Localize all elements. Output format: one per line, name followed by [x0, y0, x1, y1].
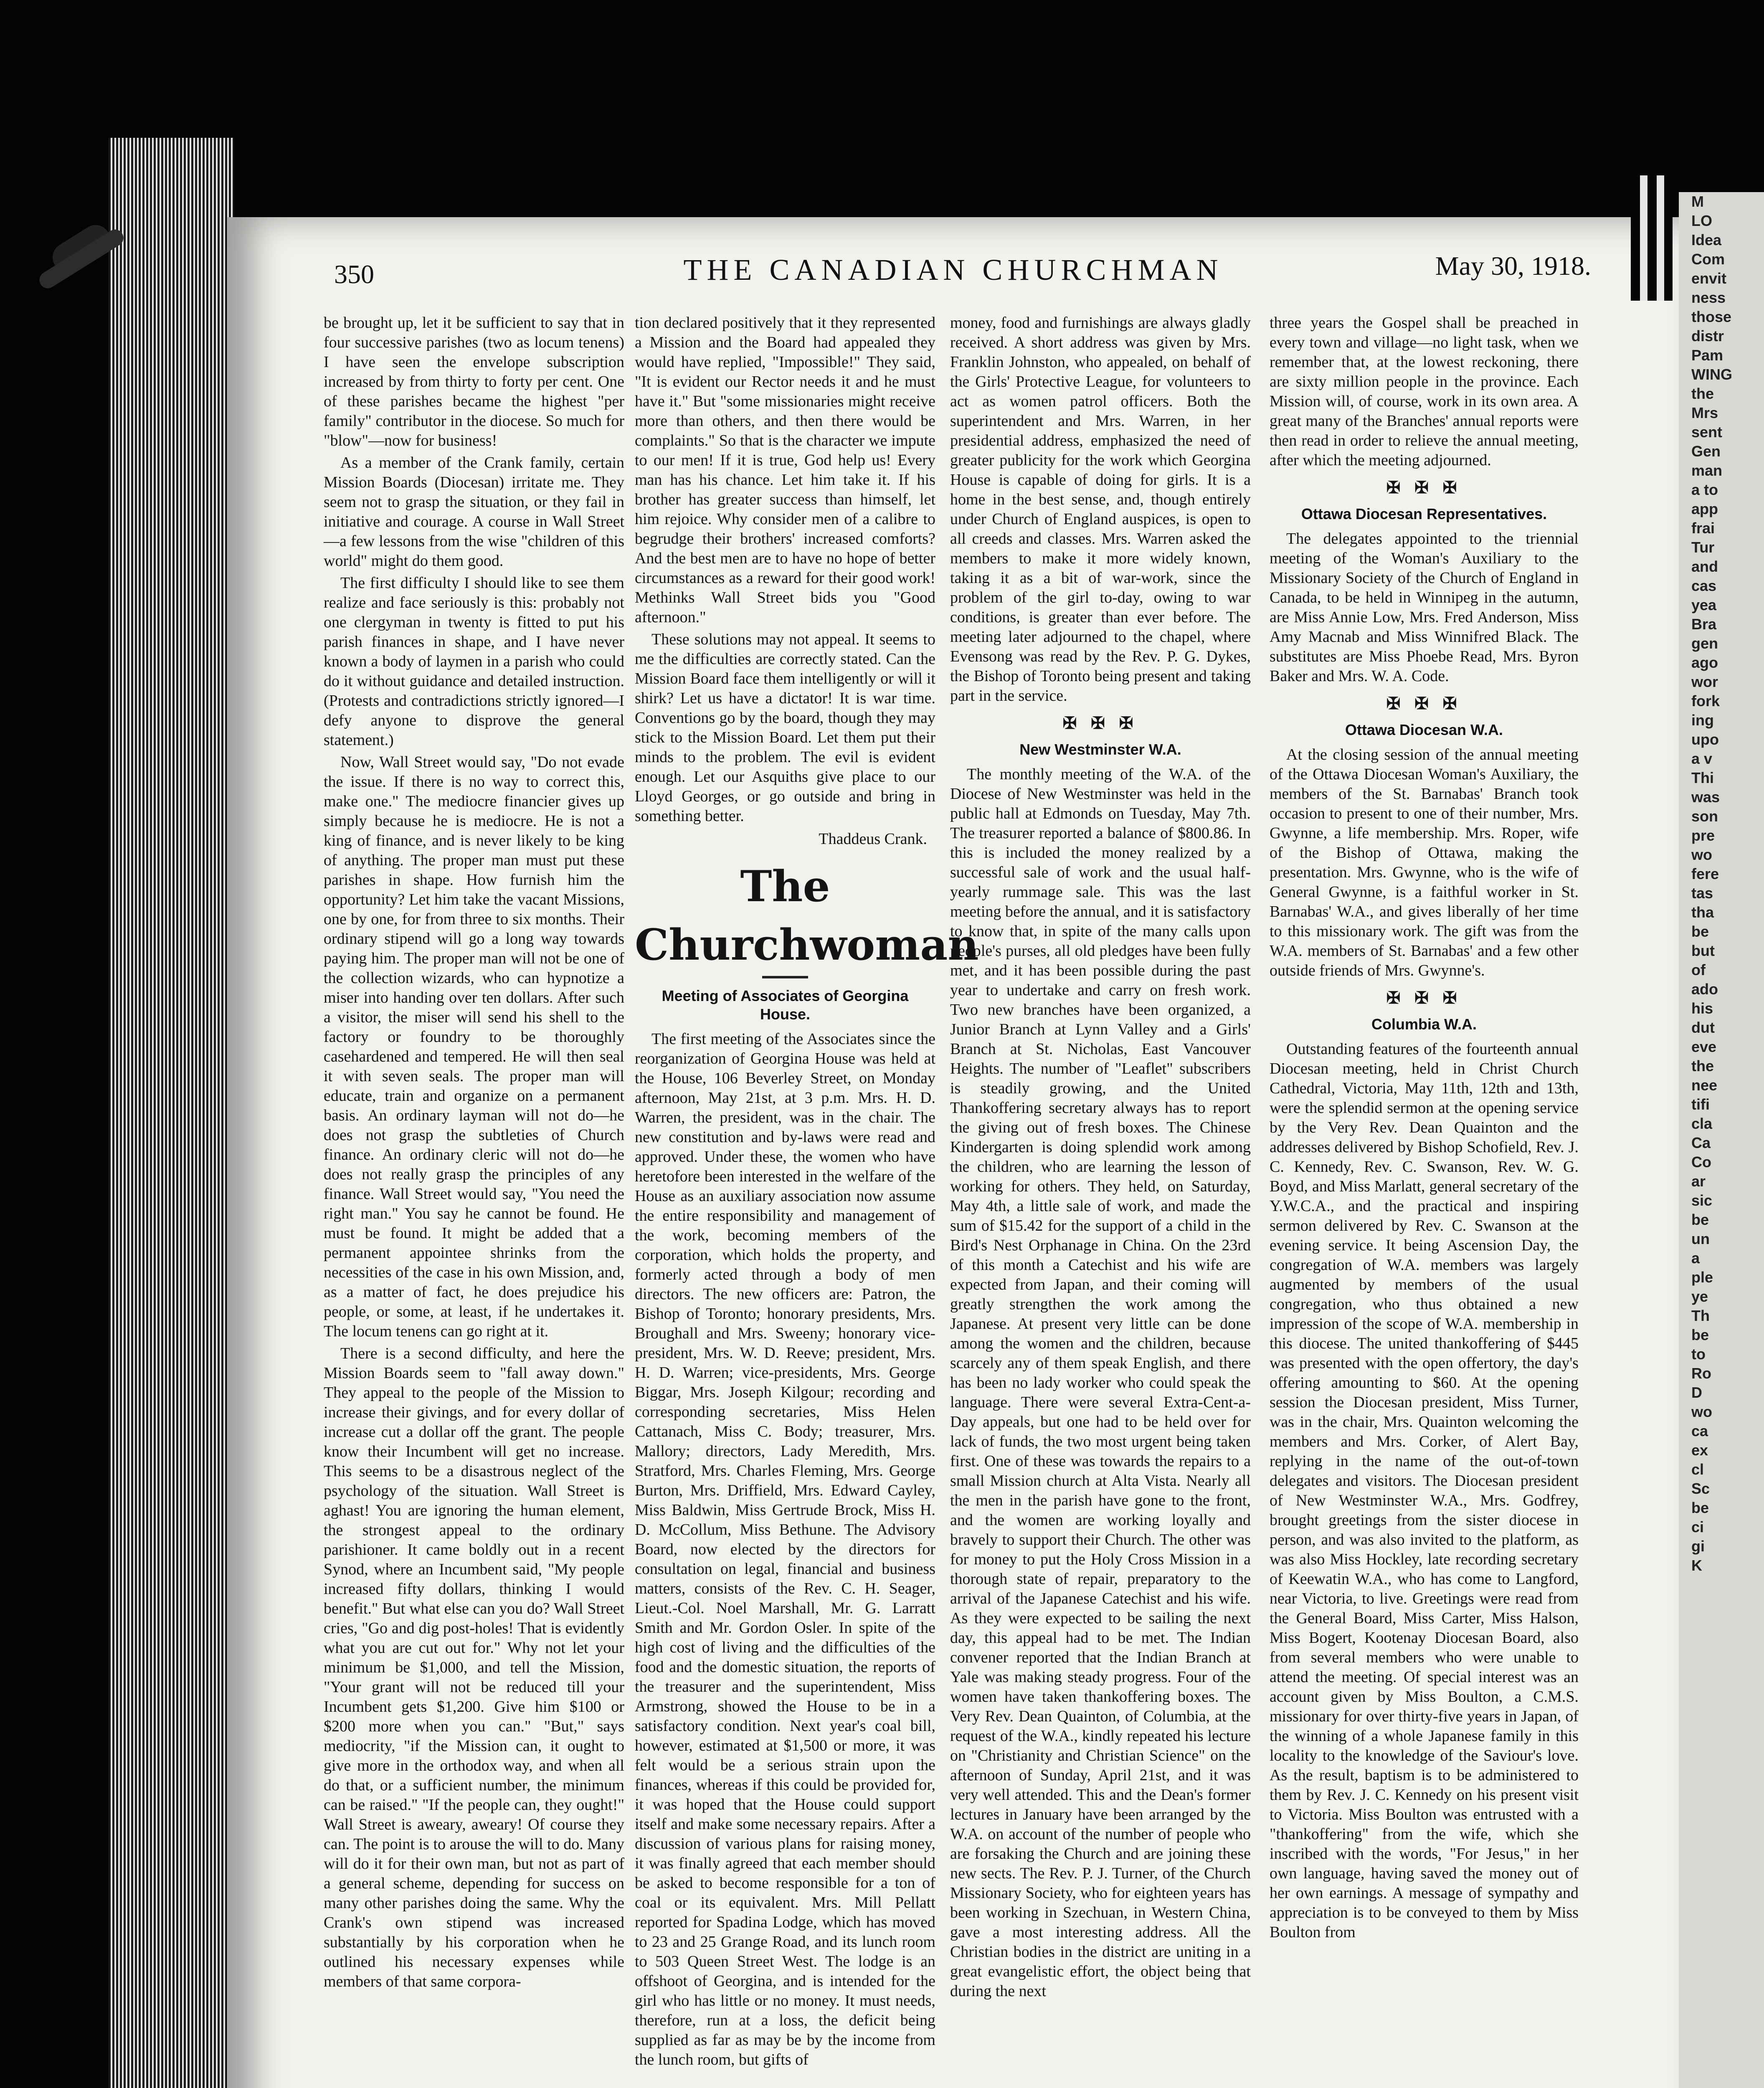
next-page-fragment: man: [1691, 462, 1723, 479]
next-page-fragment: D: [1691, 1384, 1702, 1401]
column-2: [635, 313, 979, 2088]
next-page-fragment: wor: [1691, 673, 1718, 690]
next-page-fragment: cla: [1691, 1115, 1713, 1132]
next-page-fragment: ago: [1691, 654, 1718, 671]
next-page-fragment: to: [1691, 1346, 1706, 1363]
article-heading: Ottawa Diocesan W.A.: [1345, 721, 1503, 738]
section-title: The Churchwoman: [635, 862, 979, 970]
paragraph: be brought up, let it be sufficient to say that in four successive parishes (two as locum tenens) I have seen the envelope subscription increased by from thirty to forty per cent. One of these parishes became the highest "per family" contributor in the diocese. So much for "blow"—now for business!: [324, 314, 624, 449]
next-page-fragment: ye: [1691, 1288, 1708, 1305]
page-edge-stack: [109, 138, 234, 2088]
newspaper-page: [228, 217, 1679, 2088]
next-page-fragment: Idea: [1691, 231, 1722, 248]
next-page-fragment: be: [1691, 1499, 1709, 1516]
paragraph: The delegates appointed to the triennial meeting of the Woman's Auxiliary to the Missionary Society of the Church of England in Canada, to be held in Winnipeg in the autumn, are Miss Annie Low, Mrs. Fred Anderson, Miss Amy Macnab and Miss Winnifred Black. The substitutes are Miss Phoebe Read, Mrs. Byron Baker and Mrs. W. A. Code.: [1270, 530, 1579, 685]
next-page-fragment: WING: [1691, 366, 1732, 383]
column-4: [1270, 313, 1579, 2088]
next-page-fragment: ing: [1691, 712, 1714, 729]
next-page-fragment: be: [1691, 1326, 1709, 1343]
next-page-fragment: those: [1691, 308, 1732, 325]
paragraph: tion declared positively that it they represented a Mission and the Board had appealed they would have replied, "Impossible!" They said, "It is evident our Rector needs it and he must have it." But "some missionaries might receive more than others, and then there would be complaints." So that is the character we impute to our men! If it is true, God help us! Every man has his chance. Let him take it. If his brother has greater success than himself, let him rejoice. Why consider men of a calibre to begrudge their brothers' increased comforts? And the best men are to have no hope of better circumstances as a reward for their good work! Methinks Wall Street bids you "Good afternoon.": [635, 314, 935, 626]
next-page-fragment: a to: [1691, 481, 1718, 498]
next-page-fragment: Ro: [1691, 1365, 1711, 1382]
next-page-fragment: Bra: [1691, 616, 1717, 633]
article-heading: Ottawa Diocesan Representatives.: [1301, 505, 1547, 522]
next-page-fragment: ness: [1691, 289, 1726, 306]
next-page-fragment: tifi: [1691, 1096, 1710, 1113]
next-page-fragment: of: [1691, 961, 1706, 978]
next-page-fragment: distr: [1691, 327, 1724, 345]
next-page-fragment: LO: [1691, 212, 1712, 229]
next-page-fragment: gen: [1691, 635, 1718, 652]
next-page-fragment: sent: [1691, 423, 1723, 441]
next-page-fragment: son: [1691, 808, 1718, 825]
next-page-fragment: the: [1691, 1057, 1714, 1074]
next-page-fragment: Co: [1691, 1153, 1711, 1171]
next-page-fragment: tas: [1691, 884, 1713, 902]
next-page-fragment: cl: [1691, 1461, 1704, 1478]
next-page-fragment: wo: [1691, 846, 1712, 863]
next-page-fragment: cas: [1691, 577, 1717, 594]
film-marks-top: [1631, 175, 1673, 301]
next-page-fragment: his: [1691, 1000, 1713, 1017]
next-page-fragment: upo: [1691, 731, 1719, 748]
paragraph: three years the Gospel shall be preached in every town and village—no light task, when we remember that, at the lowest reckoning, there are sixty million people in the province. Each Mission will, of course, work in its own area. A great many of the Branches' annual reports were then read in order to relieve the annual meeting, after which the meeting adjourned.: [1270, 314, 1579, 469]
next-page-fragment: eve: [1691, 1038, 1717, 1055]
paragraph: Outstanding features of the fourteenth annual Diocesan meeting, held in Christ Church Cathedral, Victoria, May 11th, 12th and 13th, were the splendid sermon at the opening service by the Very Rev. Dean Quainton and the addresses delivered by Bishop Schofield, Rev. J. C. Kennedy, Rev. C. Swanson, Rev. W. G. Boyd, and Miss Marlatt, general secretary of the Y.W.C.A., and the practical and inspiring sermon delivered by Rev. C. Swanson at the evening service. It being Ascension Day, the congregation of W.A. members was largely augmented by members of the usual congregation, who thus obtained a new impression of the scope of W.A. membership in this diocese. The united thankoffering of $445 was presented with the open offertory, the day's offering amounting to $60. At the opening session the Diocesan president, Miss Turner, was in the chair, Mrs. Quainton welcoming the members and Mrs. Corker, of Alert Bay, replying in the name of the out-of-town delegates and visitors. The Diocesan president of New Westminster W.A., Mrs. Godfrey, brought greetings from the sister diocese in person, and was also invited to the platform, as was also Miss Hockley, late recording secretary of Keewatin W.A., who has come to Langford, near Victoria, to live. Greetings were read from the General Board, Miss Carter, Miss Halson, Miss Bogert, Kootenay Diocesan Board, also from several members who were unable to attend the meeting. Of special interest was an account given by Miss Boulton, a C.M.S. missionary for over thirty-five years in Japan, of the winning of a whole Japanese family in this locality to the knowledge of the Saviour's love. As the result, baptism is to be administered to them by Rev. J. C. Kennedy on his present visit to Victoria. Miss Boulton was entrusted with a "thankoffering" from the wife, which she inscribed with the words, "For Jesus," in her own language, having saved the money out of her own earnings. A message of sympathy and appreciation is to be conveyed to them by Miss Boulton from: [1270, 1040, 1579, 1941]
next-page-fragment: K: [1691, 1557, 1702, 1574]
next-page-fragment: Gen: [1691, 443, 1721, 460]
next-page-fragment: Thi: [1691, 769, 1714, 786]
next-page-fragment: a: [1691, 1249, 1700, 1267]
article-heading: New Westminster W.A.: [1019, 741, 1181, 758]
next-page-fragment: a v: [1691, 750, 1713, 767]
paragraph: These solutions may not appeal. It seems to me the difficulties are correctly stated. Can the Mission Board face them intelligently or will it shirk? Let us have a dictator! It is war time. Conventions go by the board, though they may stick to the Mission Board. Let them put their minds to the problem. The evil is evident enough. Let our Asquiths give place to our Lloyd Georges, or go outside and bring in something better.: [635, 631, 935, 825]
next-page-fragment: fere: [1691, 865, 1719, 882]
next-page-fragment: wo: [1691, 1403, 1712, 1420]
next-page-fragment: fork: [1691, 692, 1720, 710]
next-page-fragment: but: [1691, 942, 1715, 959]
next-page-fragment: Sc: [1691, 1480, 1710, 1497]
issue-date: May 30, 1918.: [1435, 251, 1591, 281]
next-page-fragment: M: [1691, 193, 1704, 210]
paragraph: At the closing session of the annual meeting of the Ottawa Diocesan Woman's Auxiliary, the members of the St. Barnabas' Branch took occasion to present to one of their number, Mrs. Gwynne, a life membership. Mrs. Roper, wife of the Bishop of Ottawa, making the presentation. Mrs. Gwynne, who is the wife of General Gwynne, is a faithful worker in St. Barnabas' W.A., and gives liberally of her time to this missionary work. The gift was from the W.A. members of St. Barnabas' and a few other outside friends of Mrs. Gwynne's.: [1270, 746, 1579, 979]
next-page-fragment: pre: [1691, 827, 1715, 844]
section-divider: ✠ ✠ ✠: [1062, 714, 1138, 732]
next-page-fragment: Mrs: [1691, 404, 1718, 421]
next-page-fragment: Th: [1691, 1307, 1710, 1324]
paragraph: Now, Wall Street would say, "Do not evade the issue. If there is no way to correct this, make one." The mediocre financier gives up simply because he is mediocre. He is not a king of finance, and is never likely to be king of anything. The proper man must put these parishes in shape. How furnish him the opportunity? Let him take the vacant Missions, one by one, for from three to six months. Their ordinary stipend will go a long way towards paying him. The proper man will not be one of the collection wizards, who can hypnotize a miser into handing over ten dollars. After such a visitor, the miser will send his shell to the factory or foundry to be thoroughly casehardened and tempered. He will then seal it with seven seals. The proper man will educate, train and organize on a permanent basis. An ordinary layman will not do—he does not grasp the subtleties of Church finance. An ordinary cleric will not do—he does not really grasp the principles of any finance. Wall Street would say, "You need the right man." You say he cannot be found. He must be found. It might be added that a permanent appointee shrinks from the necessities of the case in his own Mission, and, as a matter of fact, he does prejudice his people, or some, at least, if he undertakes it. The locum tenens can go right at it.: [324, 753, 624, 1340]
next-page-fragment: Ca: [1691, 1134, 1711, 1151]
next-page-fragment: be: [1691, 1211, 1709, 1228]
paragraph: The first meeting of the Associates since the reorganization of Georgina House was held at the House, 106 Beverley Street, on Monday afternoon, May 21st, at 3 p.m. Mrs. H. D. Warren, the president, was in the chair. The new constitution and by-laws were read and approved. Under these, the women who have heretofore been interested in the welfare of the House as an auxiliary association now assume the entire responsibility and management of the work, becoming members of the corporation, which holds the property, and formerly acted through a body of men directors. The new officers are: Patron, the Bishop of Toronto; honorary presidents, Mrs. Broughall and Mrs. Sweeny; honorary vice-president, Mrs. W. D. Reeve; president, Mrs. H. D. Warren; vice-presidents, Mrs. George Biggar, Mrs. Joseph Kilgour; recording and corresponding secretaries, Miss Helen Cattanach, Miss C. Body; treasurer, Mrs. Mallory; directors, Lady Meredith, Mrs. Stratford, Mrs. Charles Fleming, Mrs. George Burton, Mrs. Driffield, Mrs. Edward Cayley, Miss Baldwin, Miss Gertrude Brock, Miss H. D. McCollum, Miss Bethune. The Advisory Board, now elected by the directors for consultation on legal, financial and business matters, consists of the Rev. C. H. Seager, Lieut.-Col. Noel Marshall, Mr. G. Larratt Smith and Mr. Gordon Osler. In spite of the high cost of living and the difficulties of the food and the domestic situation, the reports of the treasurer and the superintendent, Miss Armstrong, showed the House to be in a satisfactory condition. Next year's coal bill, however, estimated at $1,500 or more, it was felt would be a serious strain upon the finances, whereas if this could be provided for, it was hoped that the House could support itself and make some necessary repairs. After a discussion of various plans for raising money, it was finally agreed that each member should be asked to become responsible for a ton of coal or its equivalent. Mrs. Mill Pellatt reported for Spadina Lodge, which has moved to 23 and 25 Grange Road, and its lunch room to 503 Queen Street West. The lodge is an offshoot of Georgina, and is intended for the girl who has little or no money. It must needs, therefore, run at a loss, the deficit being supplied as far as may be by the income from the lunch room, but gifts of: [635, 1030, 935, 2068]
next-page-edge: [1679, 192, 1764, 2088]
next-page-fragment: ar: [1691, 1173, 1706, 1190]
paragraph: The first difficulty I should like to see them realize and face seriously is this: probably not one clergyman in twenty is fitted to put his parish finances in shape, and I have never known a body of laymen in a parish who could do it without guidance and detailed instruction. (Protests and contradictions strictly ignored—I defy anyone to disprove the general statement.): [324, 574, 624, 749]
next-page-fragment: dut: [1691, 1019, 1715, 1036]
column-1: [324, 313, 624, 2088]
running-head: THE CANADIAN CHURCHMAN: [683, 253, 1223, 286]
next-page-fragment: tha: [1691, 904, 1714, 921]
next-page-fragment: and: [1691, 558, 1718, 575]
next-page-fragment: ci: [1691, 1518, 1704, 1536]
next-page-fragment: be: [1691, 923, 1709, 940]
column-3: [950, 313, 1251, 2088]
title-rule: [762, 976, 808, 978]
next-page-fragment: ple: [1691, 1269, 1713, 1286]
next-page-fragment: app: [1691, 500, 1718, 517]
section-divider: ✠ ✠ ✠: [1386, 694, 1462, 713]
next-page-fragment: envit: [1691, 270, 1727, 287]
next-page-fragment: un: [1691, 1230, 1710, 1247]
next-page-fragment: frai: [1691, 519, 1715, 537]
section-divider: ✠ ✠ ✠: [1386, 988, 1462, 1007]
next-page-fragment: nee: [1691, 1077, 1718, 1094]
next-page-fragment: Pam: [1691, 347, 1723, 364]
next-page-fragment: yea: [1691, 596, 1717, 613]
next-page-fragment: was: [1691, 788, 1720, 806]
paragraph: There is a second difficulty, and here the Mission Boards seem to "fall away down." They appeal to the people of the Mission to increase their givings, and for every dollar of increase cut a dollar off the grant. The people know their Incumbent will get no increase. This seems to be a disastrous neglect of the psychology of the situation. Wall Street is aghast! You are ignoring the human element, the strongest appeal to the ordinary parishioner. It came boldly out in a recent Synod, where an Incumbent said, "My people increased fifty dollars, thinking I would benefit." But what else can you do? Wall Street cries, "Go and dig post-holes! That is evidently what you are cut out for." Why not let your minimum be $1,000, and tell the Mission, "Your grant will not be reduced till your Incumbent gets $1,200. Give him $100 or $200 more when you can." "But," says mediocrity, "if the Mission can, it ought to give more in the orthodox way, and when all do that, or a sufficient number, the minimum can be raised." "If the people can, they ought!" Wall Street is aweary, aweary! Of course they can. The point is to arouse the will to do. Many will do it for their own man, but not as part of a general scheme, depending for success on many other parishes doing the same. Why the Crank's own stipend was increased substantially by his corporation when he outlined his necessary expenses while members of that same corpora-: [324, 1345, 624, 1990]
next-page-fragment: ex: [1691, 1442, 1708, 1459]
article-heading: Columbia W.A.: [1371, 1016, 1477, 1033]
author-signature: Thaddeus Crank.: [819, 830, 927, 848]
next-page-fragment: ca: [1691, 1422, 1708, 1439]
paragraph: money, food and furnishings are always gladly received. A short address was given by Mrs. Franklin Johnston, who appealed, on behalf of the Girls' Protective League, for volunteers to act as women patrol officers. Both the superintendent and Mrs. Warren, in her presidential address, emphasized the need of greater publicity for the work which Georgina House is capable of doing for girls. It is a home in the best sense, and, though entirely under Church of England auspices, is open to all creeds and classes. Mrs. Warren asked the members to make it more widely known, taking it as a bit of war-work, since the problem of the girl to-day, owing to war conditions, is greater than ever before. The meeting later adjourned to the chapel, where Evensong was read by the Rev. P. G. Dykes, the Bishop of Toronto being present and taking part in the service.: [950, 314, 1251, 704]
next-page-fragment: Tur: [1691, 539, 1715, 556]
page-header: [228, 248, 1679, 299]
paragraph: As a member of the Crank family, certain Mission Boards (Diocesan) irritate me. They seem not to grasp the situation, or they fail in initiative and courage. A course in Wall Street—a few lessons from the wise "children of this world" might do them good.: [324, 454, 624, 570]
next-page-fragment: the: [1691, 385, 1714, 402]
next-page-fragment: ado: [1691, 981, 1718, 998]
next-page-fragment: sic: [1691, 1192, 1713, 1209]
page-number: 350: [334, 259, 374, 289]
paragraph: The monthly meeting of the W.A. of the Diocese of New Westminster was held in the public hall at Edmonds on Tuesday, May 7th. The treasurer reported a balance of $800.86. In this is included the money realized by a successful sale of work and the usual half-yearly rummage sale. This was the last meeting before the annual, and it is satisfactory to know that, in spite of the many calls upon people's purses, all old pledges have been fully met, and it has been possible during the past year to undertake and carry on fresh work. Two new branches have been organized, a Junior Branch at Lynn Valley and a Girls' Branch at St. Nicholas, East Vancouver Heights. The number of "Leaflet" subscribers is steadily growing, and the United Thankoffering secretary always has to report the giving out of fresh boxes. The Chinese Kindergarten is doing splendid work among the children, who are learning the lesson of working for others. They held, on Saturday, May 4th, a little sale of work, and made the sum of $15.42 for the support of a child in the Bird's Nest Orphanage in China. On the 23rd of this month a Catechist and his wife are expected from Japan, and their coming will greatly strengthen the work among the Japanese. At present very little can be done among the women and the children, because scarcely any of them speak English, and there has been no lady worker who could speak the language. There were several Extra-Cent-a-Day appeals, but one had to be held over for lack of funds, the two most urgent being taken first. One of these was towards the repairs to a small Mission church at Alta Vista. Nearly all the men in the parish have gone to the front, and the women are working loyally and bravely to support their Church. The other was for money to put the Holy Cross Mission in a thorough state of repair, preparatory to the arrival of the Japanese Catechist and his wife. As they were expected to be sailing the next day, this appeal had to be met. The Indian convener reported that the Indian Branch at Yale was making steady progress. Four of the women have taken thankoffering boxes. The Very Rev. Dean Quainton, of Columbia, at the request of the W.A., kindly repeated his lecture on "Christianity and Christian Science" on the afternoon of Sunday, April 21st, and it was very well attended. This and the Dean's former lectures in January have been arranged by the W.A. on account of the number of people who are forsaking the Church and are joining these new sects. The Rev. P. J. Turner, of the Church Missionary Society, who for eighteen years has been working in Szechuan, in Western China, gave a most interesting address. All the Christian bodies in the district are uniting in a great evangelistic effort, the object being that during the next: [950, 765, 1251, 2000]
article-heading: Meeting of Associates of Georgina House.: [662, 987, 909, 1023]
next-page-fragment: gi: [1691, 1538, 1705, 1555]
section-divider: ✠ ✠ ✠: [1386, 478, 1462, 497]
next-page-fragment: Com: [1691, 251, 1725, 268]
